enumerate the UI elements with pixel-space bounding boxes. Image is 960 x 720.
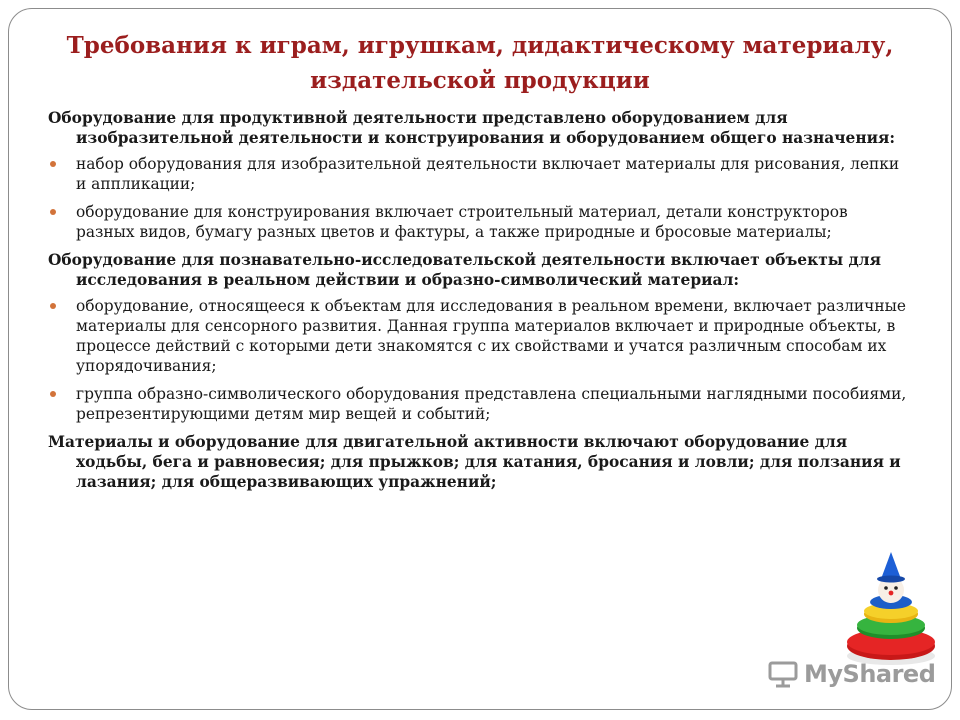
bullet-item	[48, 154, 908, 194]
toy-pyramid-icon	[836, 548, 946, 668]
bullet-text: оборудование, относящееся к объектам для исследования в реальном времени, включает различные материалы для сенсорного развития. Данная группа материалов включает и природные объекты, в процессе действий с которыми дети знакомятся с их свойствами и учатся различным способам их упорядочивания;	[76, 297, 906, 375]
slide-title: Требования к играм, игрушкам, дидактическому материалу, издательской продукции	[66, 32, 894, 94]
bullet-item	[48, 384, 908, 424]
bullet-dot-icon	[50, 209, 56, 215]
section-heading-motor: Материалы и оборудование для двигательной активности включают оборудование для ходьбы, бега и равновесия; для прыжков; для катания, бросания и ловли; для ползания и лазания; для общеразвивающих упражнений;	[48, 433, 901, 491]
section-heading-cognitive: Оборудование для познавательно-исследовательской деятельности включает объекты для исследования в реальном действии и образно-символический материал:	[48, 251, 882, 289]
section-heading-productive: Оборудование для продуктивной деятельности представлено оборудованием для изобразительной деятельности и конструирования и оборудованием общего назначения:	[48, 109, 896, 147]
watermark	[768, 657, 935, 691]
bullet-text: оборудование для конструирования включает строительный материал, детали конструкторов разных видов, бумагу разных цветов и фактуры, а также природные и бросовые материалы;	[76, 203, 848, 241]
watermark-text: MyShared	[804, 660, 936, 688]
bullet-dot-icon	[50, 391, 56, 397]
bullet-text: набор оборудования для изобразительной деятельности включает материалы для рисования, лепки и аппликации;	[76, 155, 900, 193]
bullet-text: группа образно-символического оборудования представлена специальными наглядными пособиями, репрезентирующими детям мир вещей и событий;	[76, 385, 907, 423]
slide-content	[48, 108, 908, 498]
bullet-item	[48, 296, 908, 376]
bullet-dot-icon	[50, 303, 56, 309]
bullet-item	[48, 202, 908, 242]
presentation-icon	[768, 660, 798, 688]
bullet-dot-icon	[50, 161, 56, 167]
